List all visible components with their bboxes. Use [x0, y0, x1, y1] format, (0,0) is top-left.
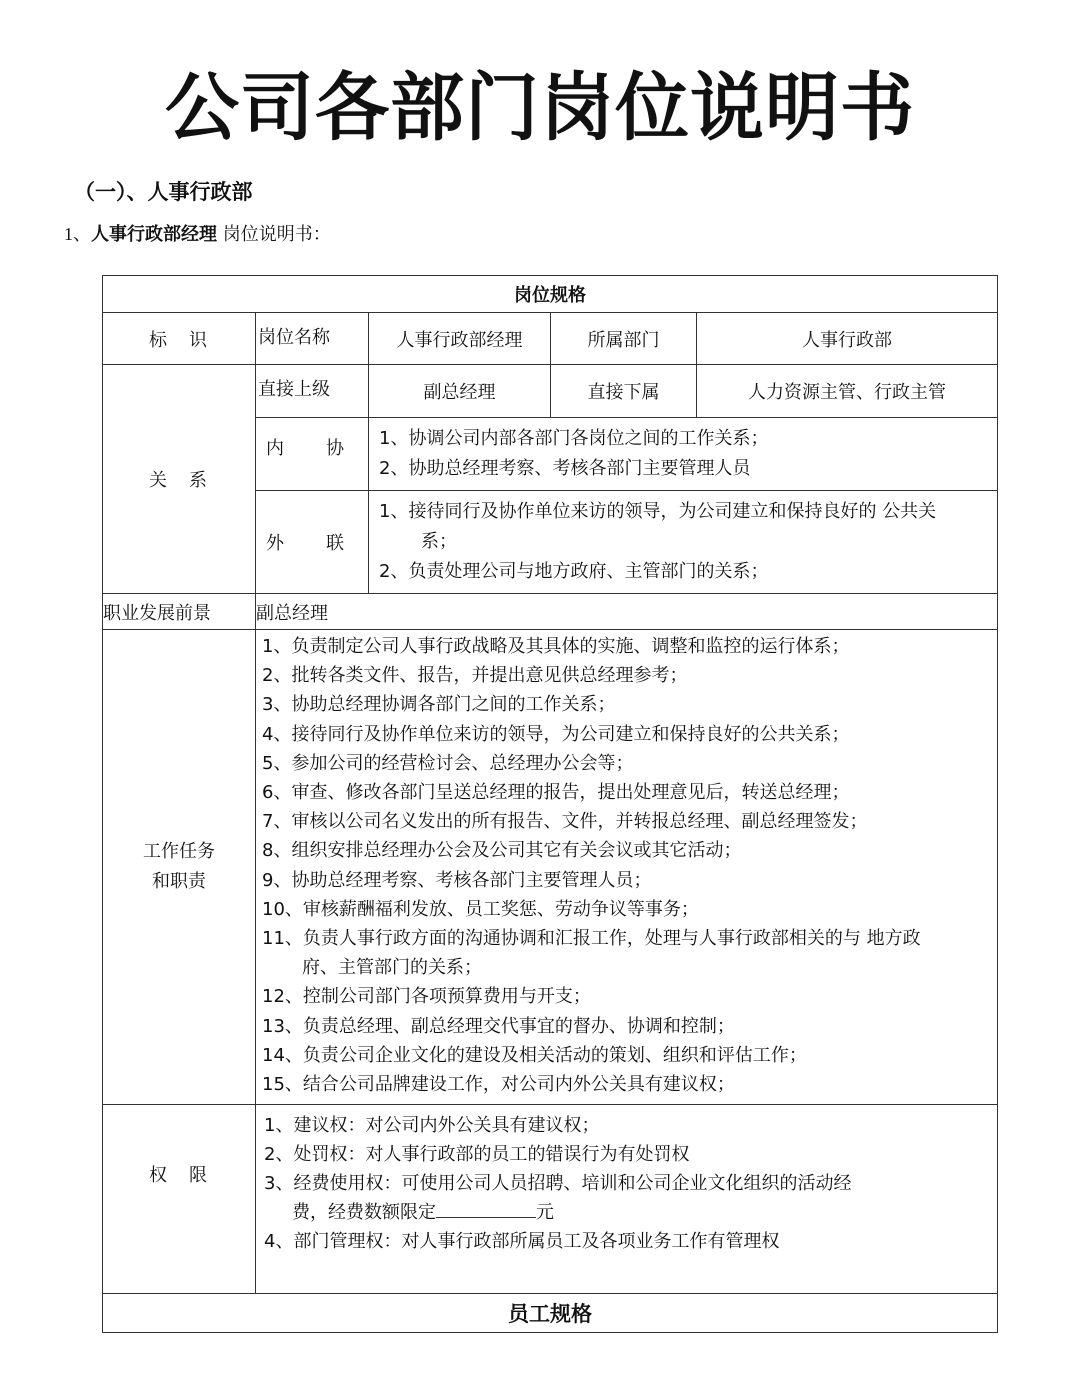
external-item-continuation: 系； [421, 531, 457, 552]
section-heading: （一）、人事行政部 [74, 180, 253, 204]
external-item: 2、负责处理公司与地方政府、主管部门的关系； [379, 561, 769, 582]
duty-item: 15、结合公司品牌建设工作，对公司内外公关具有建议权； [262, 1074, 735, 1096]
relations-label: 关 系 [103, 365, 256, 594]
external-item: 1、接待同行及协作单位来访的领导，为公司建立和保持良好的 公共关 [379, 501, 937, 522]
subheading-position: 人事行政部经理 [91, 224, 217, 245]
internal-item: 2、协助总经理考察、考核各部门主要管理人员 [379, 458, 751, 479]
career-label: 职业发展前景 [103, 594, 256, 630]
duty-item: 5、参加公司的经营检讨会、总经理办公会等； [262, 752, 634, 774]
external-liaison-list [369, 491, 998, 594]
duty-item: 7、审核以公司名义发出的所有报告、文件，并转报总经理、副总经理签发； [262, 811, 868, 833]
duty-item: 8、组织安排总经理办公会及公司其它有关会议或其它活动； [262, 840, 742, 862]
authority-label: 权 限 [103, 1105, 256, 1294]
budget-limit-text: 费，经费数额限定 [292, 1202, 436, 1223]
duty-item: 14、负责公司企业文化的建设及相关活动的策划、组织和评估工作； [262, 1044, 807, 1066]
job-spec-table [102, 275, 998, 1333]
budget-limit-blank [436, 1199, 536, 1218]
duties-label-line: 和职责 [152, 871, 206, 892]
employee-spec-header: 员工规格 [103, 1294, 998, 1333]
duty-item: 3、协助总经理协调各部门之间的工作关系； [262, 694, 616, 716]
department-value: 人事行政部 [697, 313, 998, 365]
budget-unit: 元 [536, 1202, 554, 1223]
external-liaison-label: 外 联 [256, 491, 369, 594]
position-name-value: 人事行政部经理 [369, 313, 551, 365]
duty-item: 4、接待同行及协作单位来访的领导，为公司建立和保持良好的公共关系； [262, 723, 850, 745]
subheading-number: 1、 [64, 224, 91, 244]
duty-item: 9、协助总经理考察、考核各部门主要管理人员； [262, 869, 652, 891]
superior-label: 直接上级 [256, 365, 369, 418]
superior-value: 副总经理 [369, 365, 551, 418]
duty-item: 13、负责总经理、副总经理交代事宜的督办、协调和控制； [262, 1015, 735, 1037]
internal-coordination-label: 内 协 [256, 418, 369, 491]
duties-label-line: 工作任务 [143, 841, 215, 862]
authority-item: 4、部门管理权：对人事行政部所属员工及各项业务工作有管理权 [264, 1231, 780, 1252]
duties-label [103, 630, 256, 1105]
subordinate-label: 直接下属 [551, 365, 697, 418]
document-title: 公司各部门岗位说明书 [165, 65, 915, 151]
internal-item: 1、协调公司内部各部门各岗位之间的工作关系； [379, 428, 769, 449]
table-header: 岗位规格 [103, 276, 998, 313]
authority-item: 3、经费使用权：可使用公司人员招聘、培训和公司企业文化组织的活动经 [264, 1173, 852, 1194]
authority-item: 2、处罚权：对人事行政部的员工的错误行为有处罚权 [264, 1144, 690, 1165]
duty-item-continuation: 府、主管部门的关系； [302, 957, 482, 979]
subheading-suffix: 岗位说明书： [217, 224, 331, 245]
duties-list [256, 630, 998, 1105]
position-subheading [64, 220, 331, 249]
duty-item: 12、控制公司部门各项预算费用与开支； [262, 986, 591, 1008]
authority-list [256, 1105, 998, 1294]
position-name-label: 岗位名称 [256, 313, 369, 365]
career-value: 副总经理 [256, 594, 998, 630]
department-label: 所属部门 [551, 313, 697, 365]
authority-item-continuation [264, 1198, 997, 1227]
duty-item: 1、负责制定公司人事行政战略及其具体的实施、调整和监控的运行体系； [262, 636, 850, 657]
duty-item: 10、审核薪酬福利发放、员工奖惩、劳动争议等事务； [262, 898, 699, 920]
authority-item: 1、建议权：对公司内外公关具有建议权； [264, 1115, 600, 1136]
internal-coordination-list [369, 418, 998, 491]
duty-item: 2、批转各类文件、报告，并提出意见供总经理参考； [262, 665, 688, 687]
duty-item-clipped [262, 1099, 997, 1102]
duty-item: 11、负责人事行政方面的沟通协调和汇报工作，处理与人事行政部相关的与 地方政 [262, 928, 921, 950]
identity-label: 标 识 [103, 313, 256, 365]
duty-item: 6、审查、修改各部门呈送总经理的报告，提出处理意见后，转送总经理； [262, 782, 850, 804]
subordinate-value: 人力资源主管、行政主管 [697, 365, 998, 418]
